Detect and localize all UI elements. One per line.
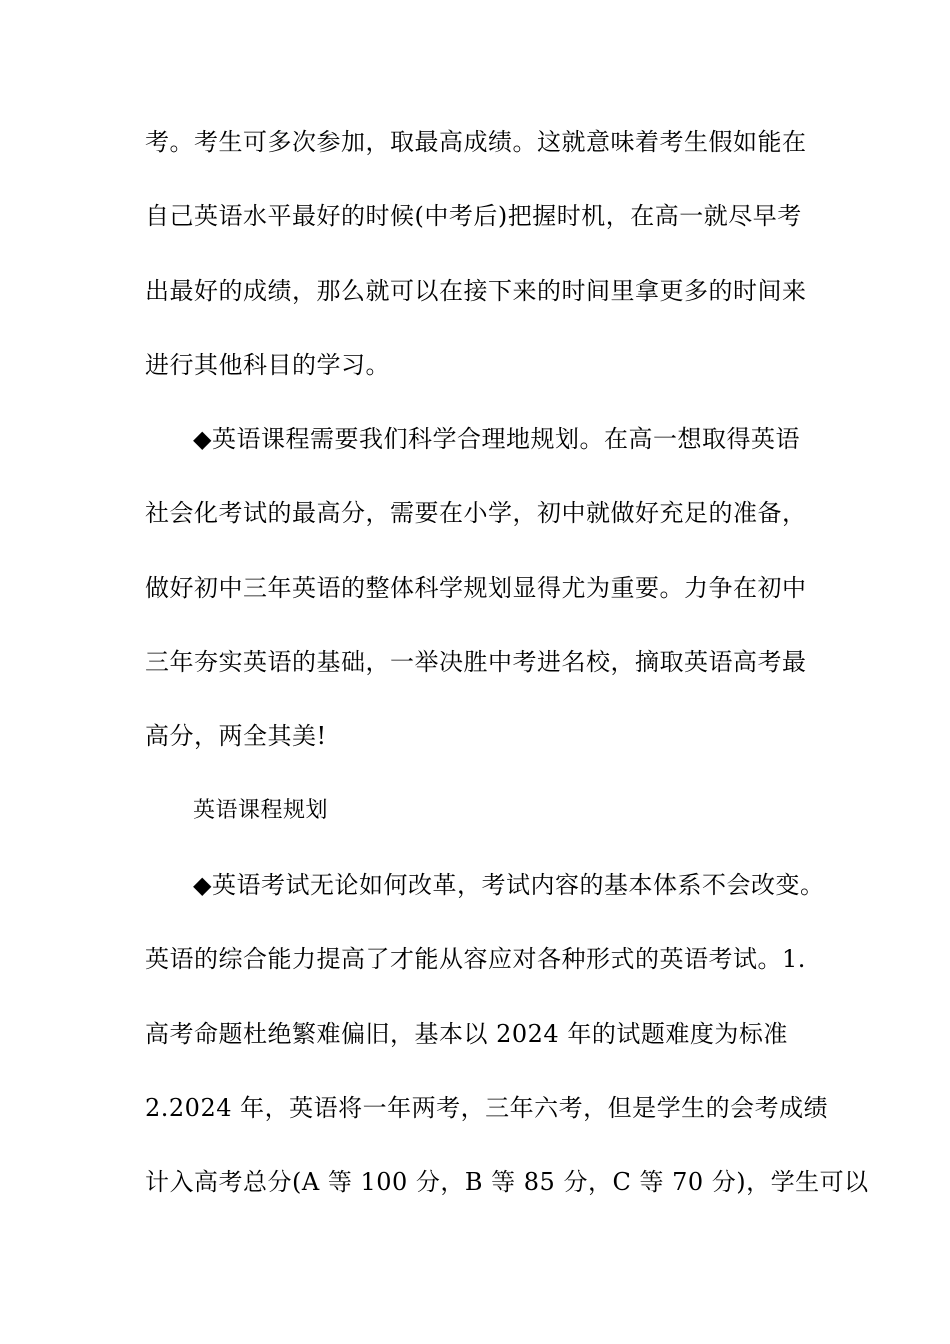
text-line: 三年夯实英语的基础，一举决胜中考进名校，摘取英语高考最 bbox=[145, 648, 807, 677]
text-line: 英语的综合能力提高了才能从容应对各种形式的英语考试。1. bbox=[145, 945, 806, 974]
text-line: 社会化考试的最高分，需要在小学，初中就做好充足的准备， bbox=[145, 499, 807, 528]
text-line: 2.2024 年，英语将一年两考，三年六考，但是学生的会考成绩 bbox=[145, 1093, 829, 1122]
text-line: 计入高考总分(A 等 100 分，B 等 85 分，C 等 70 分)，学生可以 bbox=[145, 1168, 869, 1197]
section-heading: 英语课程规划 bbox=[193, 797, 329, 823]
text-line: 做好初中三年英语的整体科学规划显得尤为重要。力争在初中 bbox=[145, 573, 807, 602]
paragraph-start-line: ◆英语考试无论如何改革，考试内容的基本体系不会改变。 bbox=[193, 870, 825, 899]
text-line: 高考命题杜绝繁难偏旧，基本以 2024 年的试题难度为标准 bbox=[145, 1019, 788, 1048]
paragraph-start-line: ◆英语课程需要我们科学合理地规划。在高一想取得英语 bbox=[193, 425, 800, 454]
text-line: 考。考生可多次参加，取最高成绩。这就意味着考生假如能在 bbox=[145, 128, 807, 156]
text-line: 自己英语水平最好的时候(中考后)把握时机，在高一就尽早考 bbox=[145, 202, 802, 231]
text-line: 进行其他科目的学习。 bbox=[145, 350, 390, 379]
text-line: 高分，两全其美! bbox=[145, 722, 327, 751]
document-body bbox=[145, 128, 869, 1242]
text-line: 出最好的成绩，那么就可以在接下来的时间里拿更多的时间来 bbox=[145, 276, 807, 305]
